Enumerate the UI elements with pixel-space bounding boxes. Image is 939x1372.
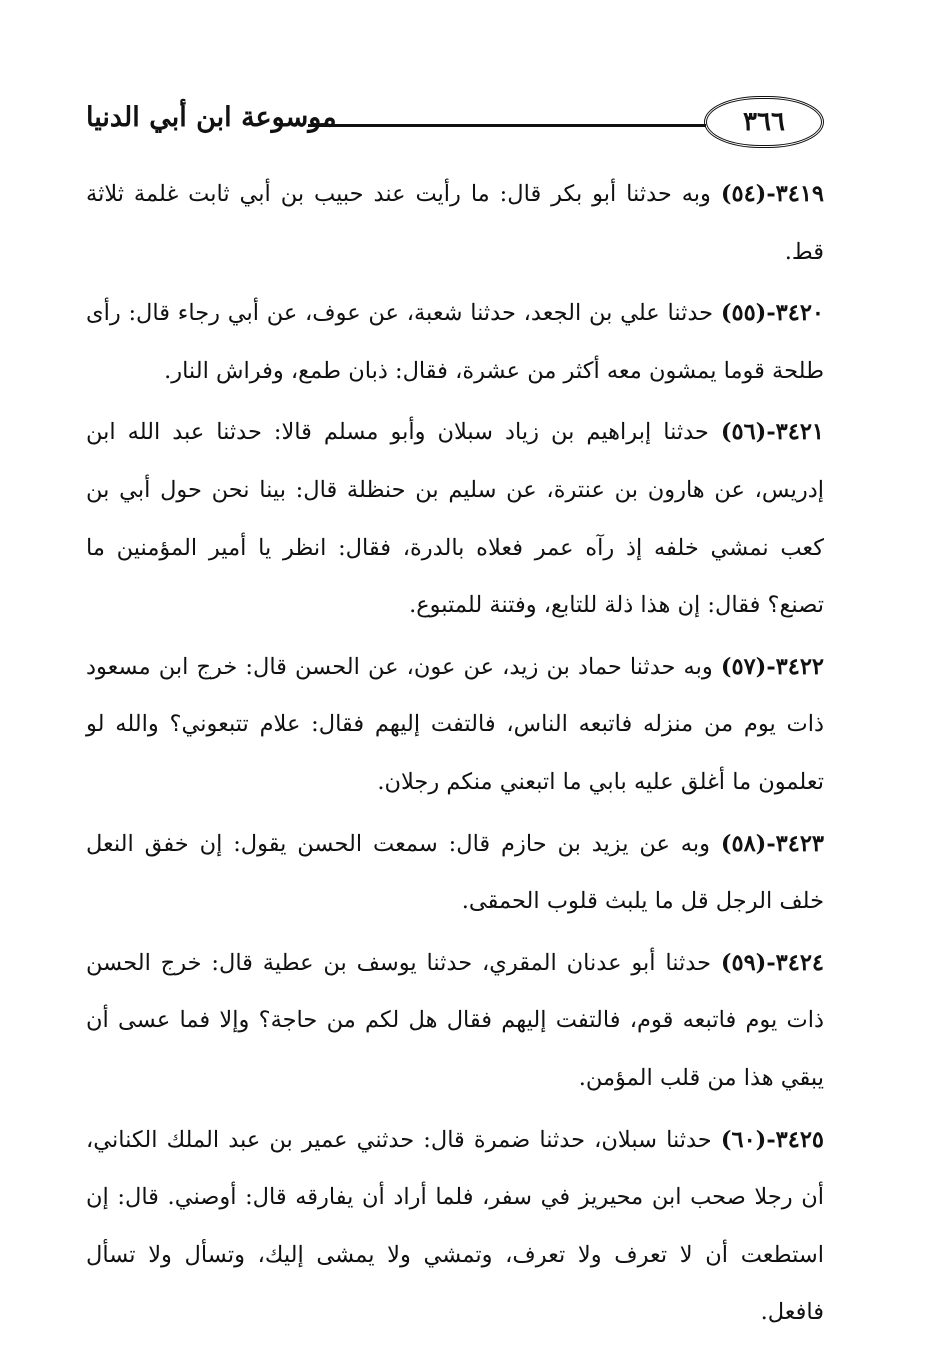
hadith-text: حدثنا سبلان، حدثنا ضمرة قال: حدثني عمير بن عبد الملك الكناني، أن رجلا صحب ابن محيريز في سفر، فلما أراد أن يفارقه قال: أوصني. قال: إن استطعت أن لا تعرف ولا تعرف، وتمشي ولا يمشى إليك، وتسأل ولا تسأل فافعل. xyxy=(86,1126,824,1326)
hadith-number: ٣٤٢٠-(٥٥) xyxy=(720,300,824,327)
page-body xyxy=(86,166,824,1346)
hadith-entry xyxy=(86,285,824,400)
hadith-entry xyxy=(86,816,824,931)
hadith-entry xyxy=(86,166,824,281)
page-number-badge: ٣٦٦ xyxy=(704,96,824,148)
hadith-text: وبه عن يزيد بن حازم قال: سمعت الحسن يقول: إن خفق النعل خلف الرجل قل ما يلبث قلوب الحمقى. xyxy=(86,830,824,915)
hadith-text: حدثنا إبراهيم بن زياد سبلان وأبو مسلم قالا: حدثنا عبد الله ابن إدريس، عن هارون بن عنترة، عن سليم بن حنظلة قال: بينا نحن حول أبي بن كعب نمشي خلفه إذ رآه عمر فعلاه بالدرة، فقال: انظر يا أمير المؤمنين ما تصنع؟ فقال: إن هذا ذلة للتابع، وفتنة للمتبوع. xyxy=(86,419,824,619)
hadith-text: حدثنا أبو عدنان المقري، حدثنا يوسف بن عطية قال: خرج الحسن ذات يوم فاتبعه قوم، فالتفت إليهم فقال هل لكم من حاجة؟ وإلا فما عسى أن يبقي هذا من قلب المؤمن. xyxy=(86,949,824,1091)
hadith-text: وبه حدثنا حماد بن زيد، عن عون، عن الحسن قال: خرج ابن مسعود ذات يوم من منزله فاتبعه الناس، فالتفت إليهم فقال: علام تتبعوني؟ والله لو تعلمون ما أغلق عليه بابي ما اتبعني منكم رجلان. xyxy=(86,653,824,795)
hadith-text: حدثنا علي بن الجعد، حدثنا شعبة، عن عوف، عن أبي رجاء قال: رأى طلحة قوما يمشون معه أكثر من عشرة، فقال: ذبان طمع، وفراش النار. xyxy=(86,300,824,384)
hadith-number: ٣٤٢٢-(٥٧) xyxy=(720,653,824,680)
hadith-entry xyxy=(86,404,824,634)
hadith-entry xyxy=(86,1112,824,1342)
page-header xyxy=(86,92,826,164)
hadith-number: ٣٤١٩-(٥٤) xyxy=(720,181,824,207)
book-title: موسوعة ابن أبي الدنيا xyxy=(86,102,337,133)
hadith-number: ٣٤٢٤-(٥٩) xyxy=(720,949,824,976)
hadith-entry xyxy=(86,639,824,812)
header-rule xyxy=(308,124,706,127)
hadith-entry xyxy=(86,935,824,1108)
hadith-number: ٣٤٢٥-(٦٠) xyxy=(720,1126,824,1153)
hadith-text: وبه حدثنا أبو بكر قال: ما رأيت عند حبيب بن أبي ثابت غلمة ثلاثة قط. xyxy=(86,181,824,265)
hadith-number: ٣٤٢١-(٥٦) xyxy=(720,419,824,446)
hadith-number: ٣٤٢٣-(٥٨) xyxy=(720,830,824,857)
